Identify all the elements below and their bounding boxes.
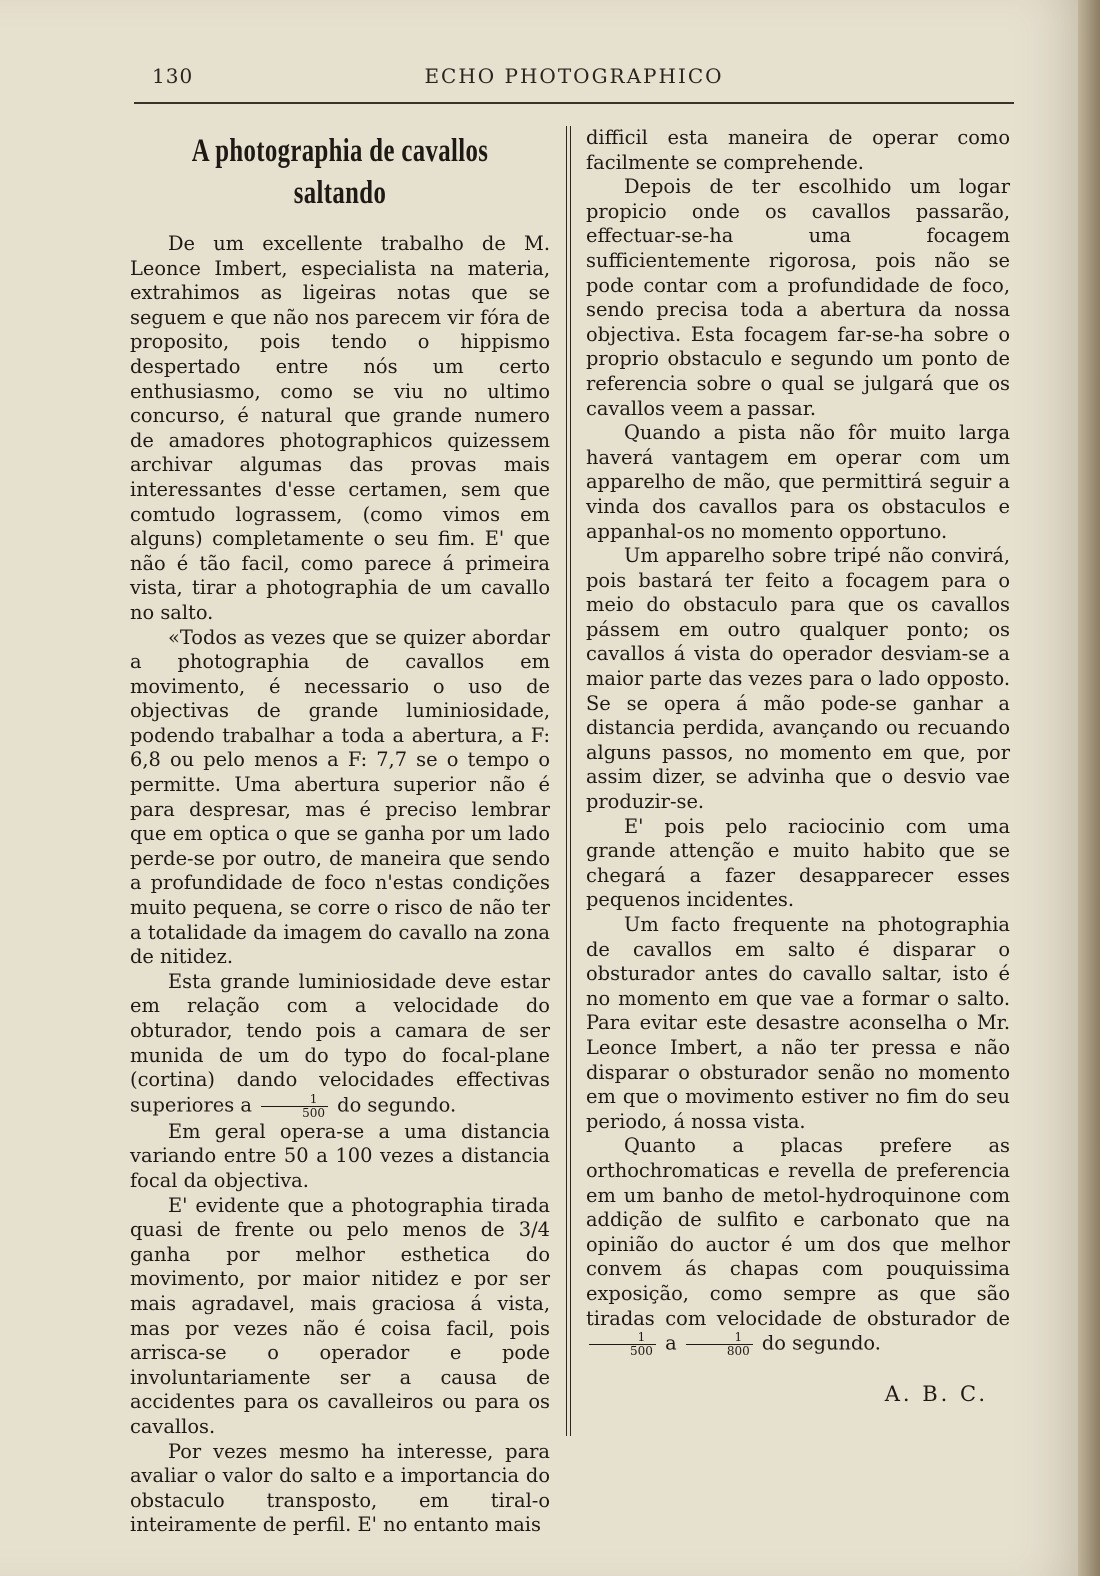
running-title: ECHO PHOTOGRAPHICO bbox=[424, 64, 724, 88]
fraction-denominator: 500 bbox=[630, 1344, 653, 1359]
column-divider-line bbox=[566, 126, 567, 1436]
paragraph: Quando a pista não fôr muito larga haverá vantagem em operar com um apparelho de mão, que permittirá seguir a vinda dos cavallos para os obstaculos e appanhal-os no momento opportuno. bbox=[586, 421, 1010, 543]
fraction bbox=[261, 1093, 328, 1120]
column-divider-line bbox=[570, 126, 571, 1436]
fraction bbox=[686, 1331, 753, 1358]
paragraph: De um excellente trabalho de M. Leonce Imbert, especialista na materia, extrahimos as ligeiras notas que se seguem e que não nos parecem vir fóra de proposito, pois tendo o hippismo despertado entre nós um certo enthusiasmo, como se viu no ultimo concurso, é natural que grande numero de amadores photographicos quizessem archivar algumas das provas mais interessantes d'esse certamen, sem que comtudo lograssem, (como vimos em alguns) completamente o seu fim. E' que não é tão facil, como parece á primeira vista, tirar a photographia de um cavallo no salto. bbox=[130, 232, 550, 624]
paragraph: Em geral opera-se a uma distancia variando entre 50 a 100 vezes a distancia focal da objectiva. bbox=[130, 1119, 550, 1192]
fraction-numerator: 1 bbox=[686, 1331, 753, 1345]
fraction-denominator: 800 bbox=[726, 1344, 750, 1359]
paragraph: difficil esta maneira de operar como facilmente se comprehende. bbox=[586, 126, 1010, 174]
header-rule bbox=[134, 102, 1014, 104]
paragraph-text: a bbox=[665, 1331, 677, 1355]
paragraph: Por vezes mesmo ha interesse, para avaliar o valor do salto e a importancia do obstaculo transposto, em tiral-o inteiramente de perfil. E' no entanto mais bbox=[130, 1439, 550, 1537]
paragraph-text: do segundo. bbox=[761, 1331, 881, 1355]
fraction-numerator: 1 bbox=[261, 1093, 328, 1107]
paragraph-text: ganha por melhor esthetica do movimento, por maior nitidez e por ser mais agradavel, mais graciosa á vista, mas por vezes não é coisa facil, pois arrisca-se o operador e pode involuntariamente ser a causa de accidentes para os cavalleiros ou para os cavallos. bbox=[130, 1242, 550, 1438]
signature: A. B. C. bbox=[884, 1382, 988, 1407]
page-header bbox=[134, 64, 1014, 94]
paragraph: Um facto frequente na photographia de cavallos em salto é disparar o obsturador antes do cavallo saltar, isto é no momento em que vae a formar o salto. Para evitar este desastre aconselha o Mr. Leonce Imbert, a não ter pressa e não disparar o obsturador senão no momento em que o movimento estiver no fim do seu periodo, á nossa vista. bbox=[586, 913, 1010, 1133]
page-edge bbox=[1078, 0, 1100, 1576]
paragraph-text: Esta grande luminiosidade deve estar em relação com a velocidade do obturador, tendo pois a camara de ser munida de um do typo do focal-plane (cortina) dando velocidades effectivas superiores a bbox=[130, 969, 550, 1117]
paragraph bbox=[586, 1134, 1010, 1358]
fraction bbox=[589, 1331, 656, 1358]
paragraph: E' pois pelo raciocinio com uma grande attenção e muito habito que se chegará a fazer desapparecer esses pequenos incidentes. bbox=[586, 814, 1010, 912]
right-column bbox=[586, 126, 1010, 1407]
fraction-numerator: 1 bbox=[589, 1331, 656, 1345]
paragraph-text: Quanto a placas prefere as orthochromaticas e revella de preferencia em um banho de metol-hydroquinone com addição de sulfito e carbonato que na opinião do auctor é um dos que melhor convem ás chapas com pouquissima exposição, como sempre as que são tiradas com velocidade de obsturador de bbox=[586, 1134, 1010, 1330]
paragraph: Depois de ter escolhido um logar propicio onde os cavallos passarão, effectuar-se-ha uma focagem sufficientemente rigorosa, pois não se pode contar com a profundidade de foco, sendo precisa toda a abertura da nossa objectiva. Esta focagem far-se-ha sobre o proprio obstaculo e segundo um ponto de referencia sobre o qual se julgará que os cavallos veem a passar. bbox=[586, 175, 1010, 420]
article-title: A photographia de cavallos saltando bbox=[191, 133, 489, 211]
fraction-denominator: 500 bbox=[302, 1105, 325, 1120]
paragraph-text: do segundo. bbox=[337, 1093, 457, 1117]
left-column bbox=[130, 126, 550, 1538]
paragraph-text: E' evidente que a photographia tirada quasi de frente ou pelo menos de bbox=[130, 1193, 550, 1242]
paragraph bbox=[130, 970, 550, 1120]
paragraph: «Todos as vezes que se quizer abordar a photographia de cavallos em movimento, é necessario o uso de objectivas de grande luminiosidade, podendo trabalhar a toda a abertura, a F: 6,8 ou pelo menos a F: 7,7 se o tempo o permitte. Uma abertura superior não é para despresar, mas é preciso lembrar que em optica o que se ganha por um lado perde-se por outro, de maneira que sendo a profundidade de foco n'estas condições muito pequena, se corre o risco de não ter a totalidade da imagem do cavallo na zona de nitidez. bbox=[130, 625, 550, 969]
paragraph: Um apparelho sobre tripé não convirá, pois bastará ter feito a focagem para o meio do obstaculo para que os cavallos pássem em outro qualquer ponto; os cavallos á vista do operador desviam-se a maior parte das vezes para o lado opposto. Se se opera á mão pode-se ganhar a distancia perdida, avançando ou recuando alguns passos, no momento em que, por assim dizer, se advinha que o desvio vae produzir-se. bbox=[586, 544, 1010, 814]
paragraph bbox=[130, 1194, 550, 1440]
page-number: 130 bbox=[152, 64, 194, 88]
fraction: 3/4 bbox=[518, 1218, 551, 1242]
